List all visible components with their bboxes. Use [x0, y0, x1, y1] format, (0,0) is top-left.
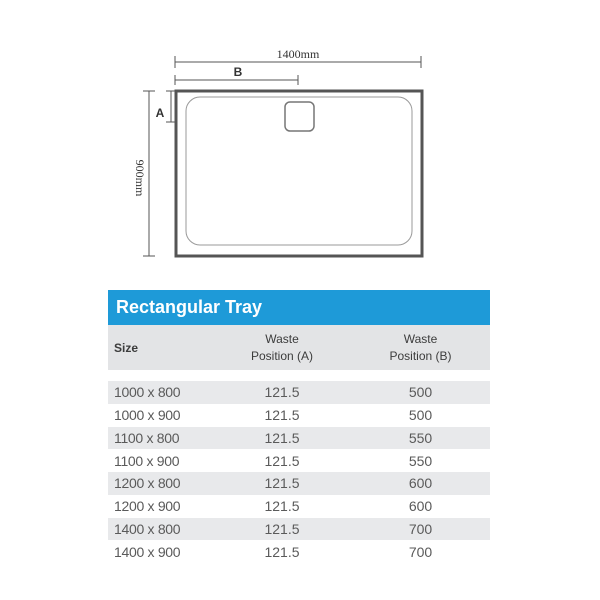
- header-waste-b-line1: Waste: [403, 331, 438, 346]
- cell-waste-b: 550: [408, 429, 433, 446]
- header-waste-b-line2: Position (B): [389, 348, 452, 363]
- cell-size: 1400 x 900: [114, 543, 181, 560]
- header-waste-b: [351, 331, 490, 365]
- header-waste-a-line2: Position (A): [250, 348, 314, 363]
- cell-waste-b: 500: [408, 384, 433, 401]
- table-title: Rectangular Tray: [108, 290, 490, 325]
- cell-waste-a: 121.5: [264, 543, 300, 560]
- size-table: [108, 290, 490, 563]
- cell-waste-b: 600: [408, 498, 433, 515]
- header-waste-a-line1: Waste: [265, 331, 299, 346]
- cell-waste-b: 550: [408, 452, 433, 469]
- table-row: [108, 404, 490, 427]
- table-row: [108, 495, 490, 518]
- cell-size: 1200 x 900: [114, 498, 181, 515]
- cell-waste-a: 121.5: [264, 384, 300, 401]
- table-header: [108, 325, 490, 370]
- height-dimension: [133, 91, 155, 256]
- header-size: Size: [114, 340, 139, 355]
- label-a: A: [155, 106, 165, 120]
- table-row: [108, 540, 490, 563]
- b-dimension: [175, 65, 298, 85]
- cell-waste-a: 121.5: [264, 429, 300, 446]
- cell-waste-b: 700: [408, 543, 433, 560]
- cell-waste-a: 121.5: [264, 452, 300, 469]
- table-row: [108, 427, 490, 450]
- table-row: [108, 449, 490, 472]
- table-row: [108, 381, 490, 404]
- cell-size: 1100 x 900: [114, 452, 180, 469]
- table-row: [108, 518, 490, 541]
- a-dimension: [156, 91, 176, 122]
- cell-waste-b: 500: [408, 407, 433, 424]
- waste-outlet: [285, 102, 314, 131]
- width-dimension: [175, 47, 421, 68]
- cell-waste-a: 121.5: [264, 407, 300, 424]
- cell-waste-a: 121.5: [264, 475, 300, 492]
- cell-size: 1200 x 800: [114, 475, 181, 492]
- cell-waste-b: 700: [408, 520, 433, 537]
- cell-size: 1000 x 800: [114, 384, 181, 401]
- cell-size: 1100 x 800: [114, 429, 180, 446]
- header-waste-a: [213, 331, 351, 365]
- cell-waste-a: 121.5: [264, 498, 300, 515]
- table-body: [108, 381, 490, 563]
- tray-outline: [176, 91, 422, 256]
- table-row: [108, 472, 490, 495]
- label-b: B: [233, 65, 243, 79]
- cell-waste-b: 600: [408, 475, 433, 492]
- height-label: 900mm: [133, 159, 147, 197]
- cell-size: 1400 x 800: [114, 520, 181, 537]
- cell-size: 1000 x 900: [114, 407, 181, 424]
- width-label: 1400mm: [276, 47, 320, 61]
- cell-waste-a: 121.5: [264, 520, 300, 537]
- tray-diagram: [0, 0, 600, 285]
